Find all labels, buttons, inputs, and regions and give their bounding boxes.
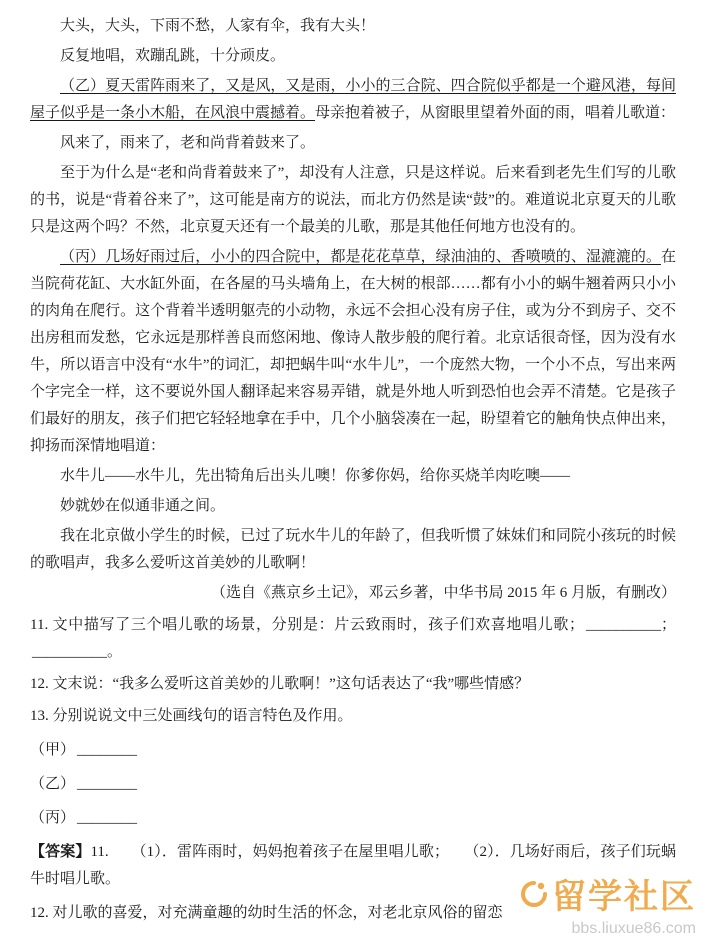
- watermark-title: 留学社区: [552, 878, 696, 916]
- blank-bing-underline: ________: [77, 810, 138, 826]
- question-11-separator: ；: [660, 617, 676, 633]
- blank-line-bing: [30, 805, 676, 832]
- question-11-text: 11. 文中描写了三个唱儿歌的场景，分别是：片云致雨时，孩子们欢喜地唱儿歌；: [30, 617, 584, 633]
- blank-yi-label: （乙）: [30, 776, 76, 792]
- question-11: [30, 612, 676, 666]
- blank-jia-label: （甲）: [30, 742, 76, 758]
- paragraph-song-shuiniur: 水牛儿——水牛儿，先出犄角后出头儿噢！你爹你妈，给你买烧羊肉吃噢——: [60, 468, 571, 484]
- underlined-sentence-yi: （乙）夏天雷阵雨来了，又是风，又是雨，小小的三合院、四合院似乎都是一个避风港，每间屋子似乎是一条小木船，在风浪中震撼着。: [30, 78, 676, 121]
- blank-line-yi: [30, 771, 676, 798]
- paragraph-xiaoxuesheng: 我在北京做小学生的时候，已过了玩水牛儿的年龄了，但我听惯了妹妹们和同院小孩玩的时候的歌唱声，我多么爱听这首美妙的儿歌啊！: [30, 528, 676, 571]
- paragraph-song-datou: 大头，大头，下雨不愁，人家有伞，我有大头！: [60, 18, 376, 34]
- paragraph-yi-rest: 母亲抱着被子，从窗眼里望着外面的雨，唱着儿歌道：: [315, 105, 676, 121]
- question-11-blank-2: __________: [32, 644, 107, 660]
- paragraph-fanfu: 反复地唱，欢蹦乱跳，十分顽皮。: [60, 48, 286, 64]
- watermark-url: bbs.liuxue86.com: [571, 920, 696, 937]
- question-11-blank-1: __________: [585, 617, 661, 633]
- blank-jia-underline: ________: [77, 742, 138, 758]
- paragraph-miao: 妙就妙在似通非通之间。: [60, 498, 226, 514]
- source-citation: （选自《燕京乡土记》，邓云乡著，中华书局 2015 年 6 月版，有删改）: [210, 585, 676, 601]
- blank-line-jia: [30, 737, 676, 764]
- paragraph-yi: [30, 73, 676, 127]
- watermark-logo-icon: [520, 880, 548, 908]
- paragraph-song-fenglai: 风来了，雨来了，老和尚背着鼓来了。: [60, 135, 316, 151]
- answer-11-text: 11. （1）．雷阵雨时，妈妈抱着孩子在屋里唱儿歌； （2）．几场好雨后，孩子们玩蜗牛时唱儿歌。: [30, 844, 676, 887]
- question-12: 12. 文末说：“我多么爱听这首美妙的儿歌啊！”这句话表达了“我”哪些情感？: [30, 676, 530, 692]
- paragraph-bing-rest: 在当院荷花缸、大水缸外面，在各屋的马头墙角上，在大树的根部……都有小小的蜗牛翘着两只小小的肉角在爬行。这个背着半透明躯壳的小动物，永远不会担心没有房子住，或为分不到房子、交不出房租而发愁，它永远是那样善良而悠闲地、像诗人散步般的爬行着。北京话很奇怪，因为没有水牛，所以语言中没有“水牛”的词汇，却把蜗牛叫“水牛儿”，一个庞然大物，一个小不点，写出来两个字完全一样，这不要说外国人翻译起来容易弄错，就是外地人听到恐怕也会弄不清楚。它是孩子们最好的朋友，孩子们把它轻轻地拿在手中，几个小脑袋凑在一起，盼望着它的触角快点伸出来，抑扬而深情地唱道：: [30, 249, 676, 454]
- question-11-period: 。: [107, 644, 123, 660]
- underlined-sentence-bing: （丙）几场好雨过后，小小的四合院中，都是花花草草，绿油油的、香喷喷的、湿漉漉的。: [60, 249, 661, 265]
- answer-12: 12. 对儿歌的喜爱，对充满童趣的幼时生活的怀念，对老北京风俗的留恋: [30, 905, 503, 921]
- paragraph-laoheshang: 至于为什么是“老和尚背着鼓来了”，却没有人注意，只是这样说。后来看到老先生们写的儿歌的书，说是“背着谷来了”，这可能是南方的说法，而北方仍然是读“鼓”的。难道说北京夏天的儿歌只是这两个吗？不然，北京夏天还有一个最美的儿歌，那是其他任何地方也没有的。: [30, 165, 676, 235]
- blank-bing-label: （丙）: [30, 810, 76, 826]
- watermark: [520, 869, 696, 938]
- question-13: 13. 分别说说文中三处画线句的语言特色及作用。: [30, 708, 353, 724]
- blank-yi-underline: ________: [77, 776, 138, 792]
- answer-label: 【答案】: [30, 844, 91, 860]
- paragraph-bing: [30, 244, 676, 460]
